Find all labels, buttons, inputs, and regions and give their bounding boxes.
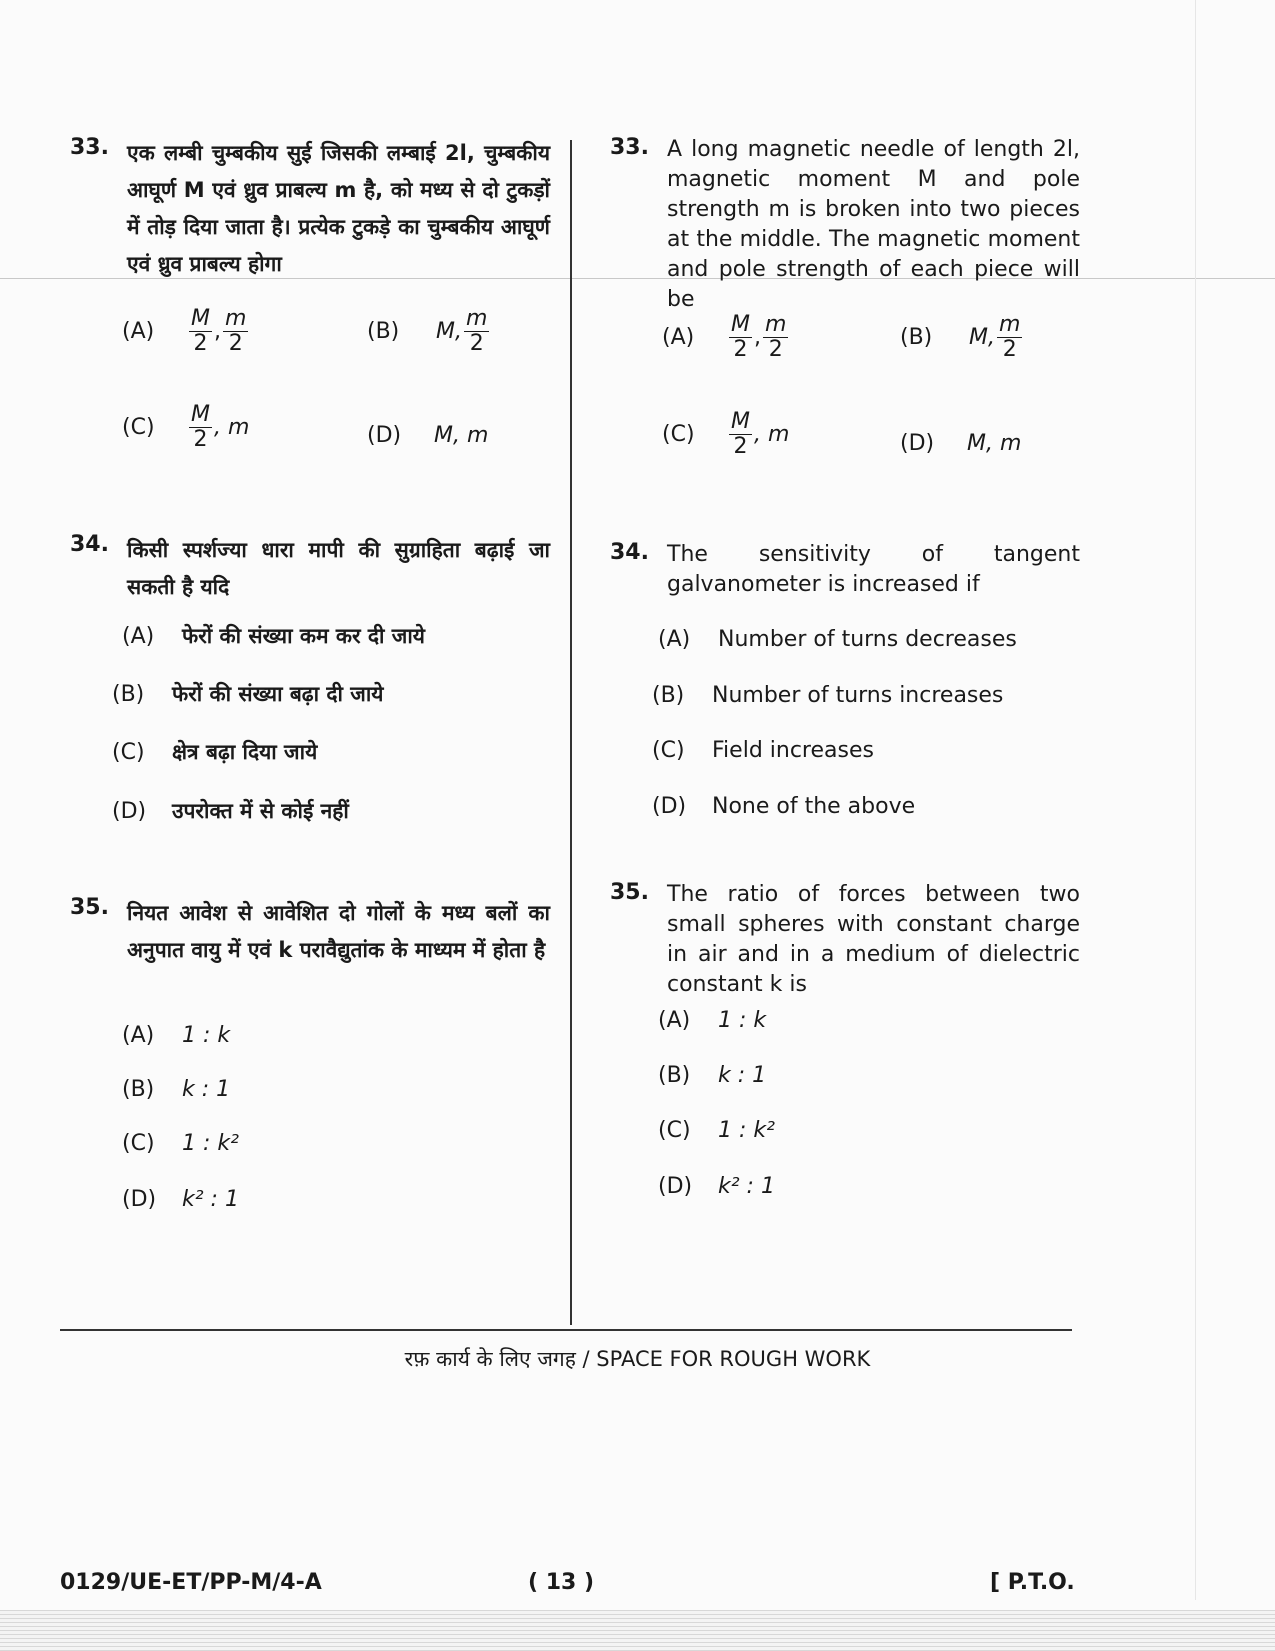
option-a: (A) $\frac{M}{2}$ , $\frac{m}{2}$: [122, 306, 247, 356]
option-c: (C) Field increases: [652, 738, 874, 763]
option-d: (D) M, m: [900, 431, 1022, 456]
question-number: 35.: [70, 895, 109, 920]
option-b: (B) Number of turns increases: [652, 683, 1004, 708]
please-turn-over: [ P.T.O.: [990, 1570, 1075, 1595]
rough-work-rule: [60, 1329, 1072, 1331]
fraction: $\frac{M}{2}$: [191, 402, 210, 452]
fraction: $\frac{M}{2}$: [731, 409, 750, 459]
option-d: (D) k² : 1: [122, 1187, 239, 1212]
question-number: 34.: [610, 540, 649, 565]
option-b: (B) k : 1: [122, 1077, 231, 1102]
option-d: (D) उपरोक्त में से कोई नहीं: [112, 799, 349, 824]
option-a: (A) Number of turns decreases: [658, 627, 1017, 652]
option-c: (C) 1 : k²: [658, 1118, 775, 1143]
fraction: $\frac{M}{2}$: [191, 306, 210, 356]
rough-work-label: रफ़ कार्य के लिए जगह / SPACE FOR ROUGH WORK: [404, 1347, 871, 1371]
option-d: (D) k² : 1: [658, 1174, 775, 1199]
question-number: 35.: [610, 880, 649, 905]
option-b: (B) फेरों की संख्या बढ़ा दी जाये: [112, 682, 384, 707]
question-text: The ratio of forces between two small spheres with constant charge in air and in a medium of dielectric constant k is: [667, 882, 1080, 997]
fraction: $\frac{m}{2}$: [465, 306, 488, 356]
fraction: $\frac{m}{2}$: [224, 306, 247, 356]
option-a: (A) फेरों की संख्या कम कर दी जाये: [122, 624, 425, 649]
column-divider: [570, 140, 572, 1325]
page-number: ( 13 ): [528, 1570, 595, 1595]
scan-edge-bands: [0, 1610, 1275, 1651]
question-number: 33.: [70, 135, 109, 160]
question-text: किसी स्पर्शज्या धारा मापी की सुग्राहिता बढ़ाई जा सकती है यदि: [127, 538, 550, 599]
question-text: The sensitivity of tangent galvanometer is increased if: [667, 542, 1080, 597]
question-text: एक लम्बी चुम्बकीय सुई जिसकी लम्बाई 2l, चुम्बकीय आघूर्ण M एवं ध्रुव प्राबल्य m है, को मध्य से दो टुकड़ों में तोड़ दिया जाता है। प्रत्येक टुकड़े का चुम्बकीय आघूर्ण एवं ध्रुव प्राबल्य होगा: [127, 141, 550, 276]
option-b: (B) M, $\frac{m}{2}$: [367, 306, 488, 356]
option-b: (B) M, $\frac{m}{2}$: [900, 312, 1021, 362]
option-c: (C) $\frac{M}{2}$ , m: [662, 409, 790, 459]
option-a: (A) 1 : k: [122, 1023, 231, 1048]
option-d: (D) None of the above: [652, 794, 916, 819]
question-text: नियत आवेश से आवेशित दो गोलों के मध्य बलों का अनुपात वायु में एवं k परावैद्युतांक के माध्यम में होता है: [127, 901, 550, 962]
option-a: (A) $\frac{M}{2}$ , $\frac{m}{2}$: [662, 312, 787, 362]
option-b: (B) k : 1: [658, 1063, 767, 1088]
fraction: $\frac{m}{2}$: [998, 312, 1021, 362]
paper-code: 0129/UE-ET/PP-M/4-A: [60, 1570, 322, 1595]
question-number: 33.: [610, 135, 649, 160]
fraction: $\frac{m}{2}$: [764, 312, 787, 362]
fraction: $\frac{M}{2}$: [731, 312, 750, 362]
option-c: (C) $\frac{M}{2}$ , m: [122, 402, 250, 452]
question-number: 34.: [70, 532, 109, 557]
option-c: (C) 1 : k²: [122, 1131, 239, 1156]
option-a: (A) 1 : k: [658, 1008, 767, 1033]
option-d: (D) M, m: [367, 423, 489, 448]
option-c: (C) क्षेत्र बढ़ा दिया जाये: [112, 740, 318, 765]
question-text: A long magnetic needle of length 2l, magnetic moment M and pole strength m is broken into two pieces at the middle. The magnetic moment and pole strength of each piece will be: [667, 137, 1080, 312]
